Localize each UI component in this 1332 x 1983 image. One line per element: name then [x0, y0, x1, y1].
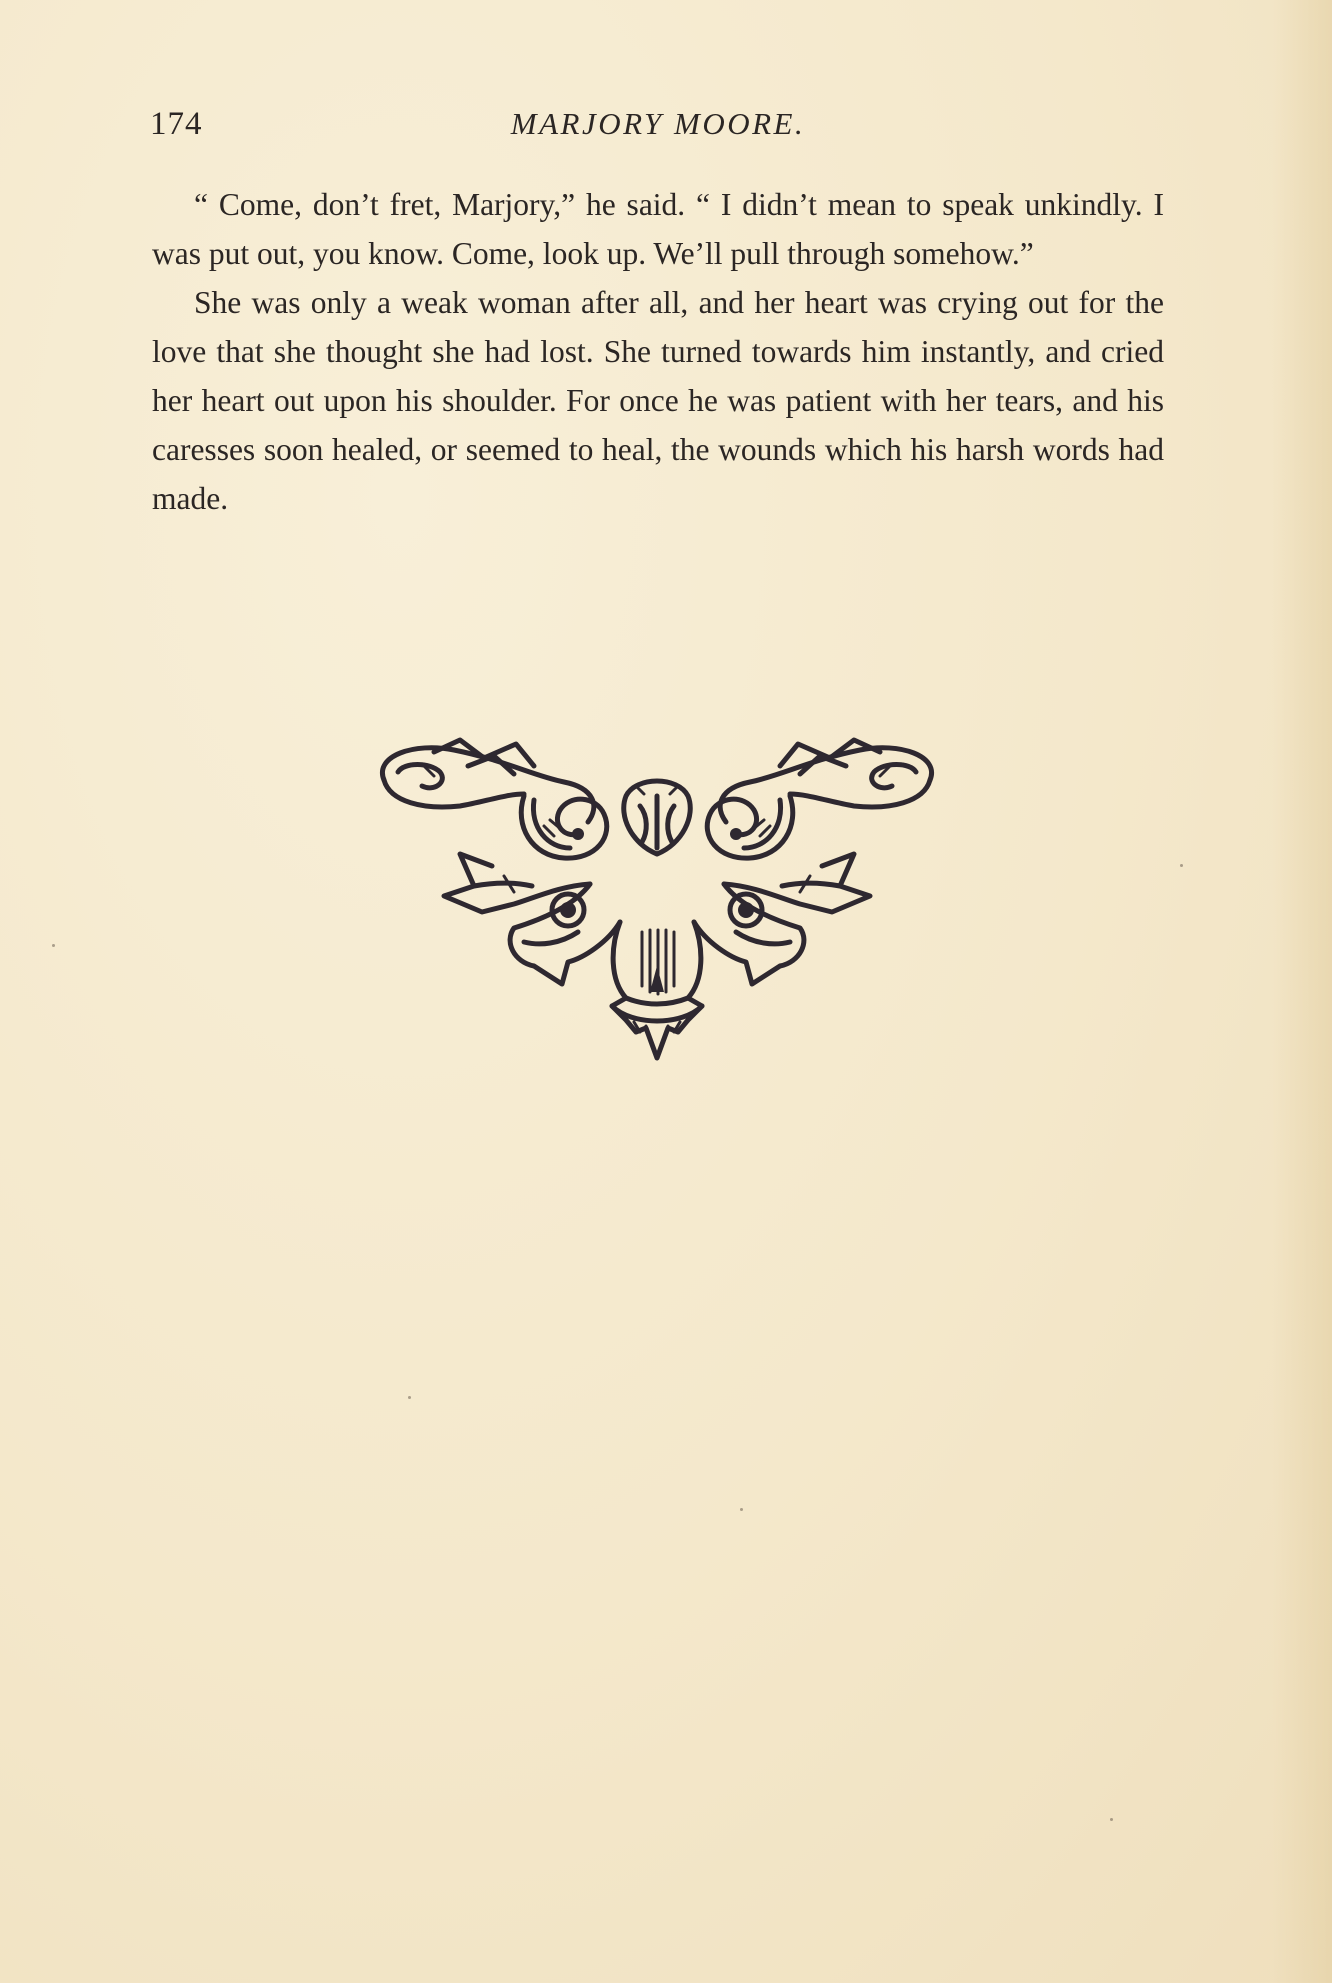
body-text — [152, 180, 1164, 523]
page-edge-shading — [1272, 0, 1332, 1983]
paper-speck — [1180, 864, 1183, 867]
running-title: MARJORY MOORE. — [510, 106, 806, 141]
scrollwork-tailpiece-ornament-icon — [364, 736, 950, 1076]
page-header — [150, 106, 1166, 146]
page-number: 174 — [150, 106, 203, 142]
paper-speck — [408, 1396, 411, 1399]
paper-speck — [740, 1508, 743, 1511]
paragraph-2: She was only a weak woman after all, and her heart was crying out for the love that she thought she had lost. She turned towards him instantly, and cried her heart out upon his shoulder. For once he was patient with her tears, and his caresses soon healed, or seemed to heal, the wounds which his harsh words had made. — [152, 285, 1164, 516]
paper-speck — [1110, 1818, 1113, 1821]
paragraph-1: “ Come, don’t fret, Marjory,” he said. “ I didn’t mean to speak unkindly. I was put out, you know. Come, look up. We’ll pull through somehow.” — [152, 187, 1164, 271]
paper-speck — [52, 944, 55, 947]
